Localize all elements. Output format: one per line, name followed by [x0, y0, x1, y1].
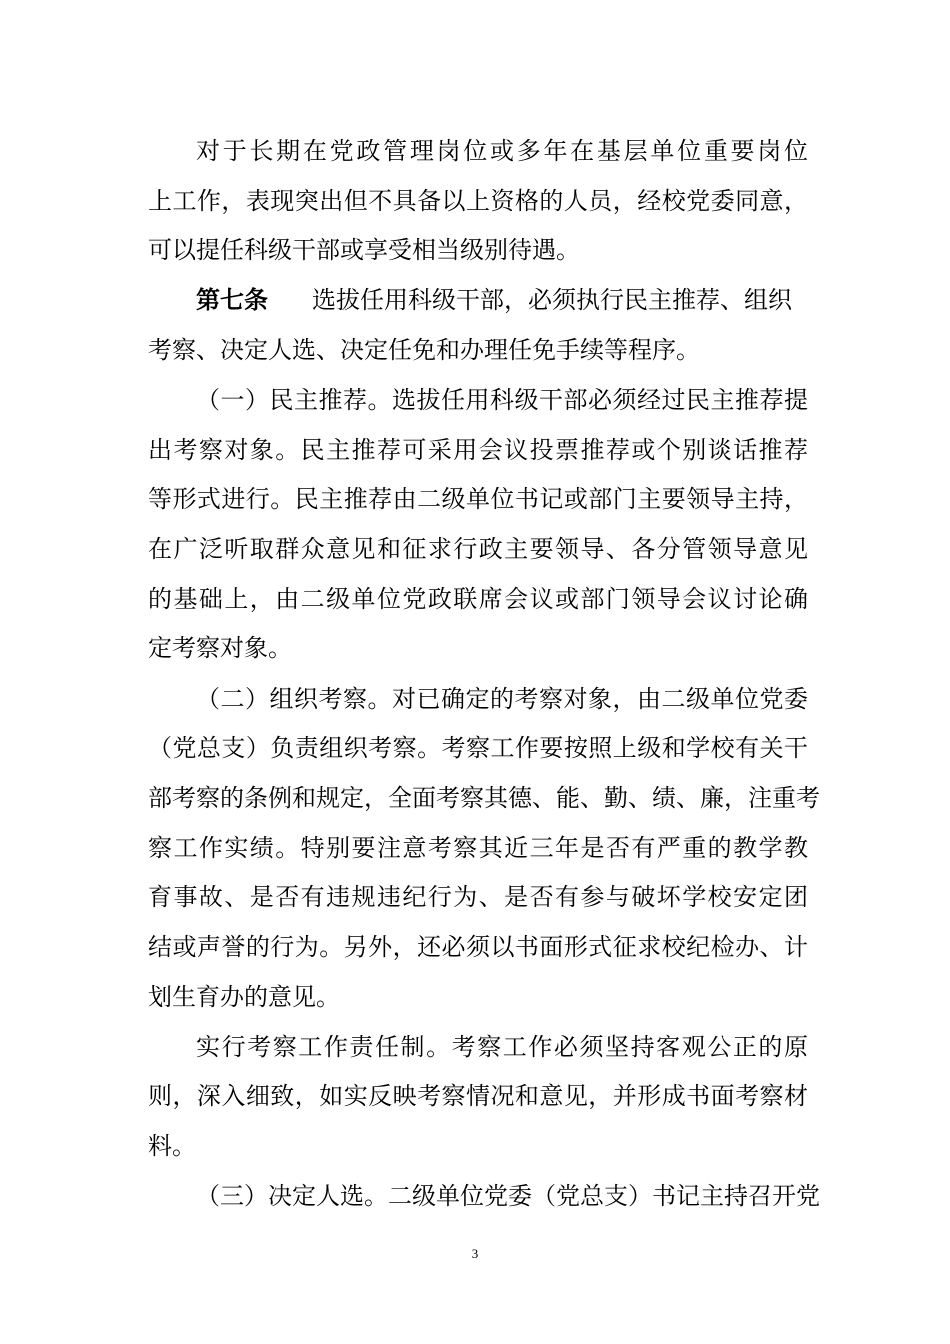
text-line: 等形式进行。民主推荐由二级单位书记或部门主要领导主持， — [148, 485, 808, 513]
page-number: 3 — [471, 1246, 479, 1261]
text-line: 对于长期在党政管理岗位或多年在基层单位重要岗位 — [196, 137, 808, 165]
text-line: （党总支）负责组织考察。考察工作要按照上级和学校有关干 — [148, 734, 808, 762]
text-line: （二）组织考察。对已确定的考察对象，由二级单位党委 — [196, 685, 808, 713]
text-line: 察工作实绩。特别要注意考察其近三年是否有严重的教学教 — [148, 834, 808, 862]
text-line: 则，深入细致，如实反映考察情况和意见，并形成书面考察材 — [148, 1082, 808, 1110]
text-line: 考察、决定人选、决定任免和办理任免手续等程序。 — [148, 336, 700, 364]
text-line: （一）民主推荐。选拔任用科级干部必须经过民主推荐提 — [196, 386, 808, 414]
text-line: 可以提任科级干部或享受相当级别待遇。 — [148, 236, 580, 264]
text-line: 结或声誉的行为。另外，还必须以书面形式征求校纪检办、计 — [148, 933, 808, 961]
article-text: 选拔任用科级干部，必须执行民主推荐、组织 — [312, 286, 792, 314]
text-line: 划生育办的意见。 — [148, 983, 340, 1011]
text-line: 育事故、是否有违规违纪行为、是否有参与破坏学校安定团 — [148, 883, 808, 911]
text-line: 在广泛听取群众意见和征求行政主要领导、各分管领导意见 — [148, 535, 808, 563]
article-label: 第七条 — [196, 285, 268, 314]
text-line: 的基础上，由二级单位党政联席会议或部门领导会议讨论确 — [148, 585, 808, 613]
text-line: 定考察对象。 — [148, 634, 292, 662]
text-line: 出考察对象。民主推荐可采用会议投票推荐或个别谈话推荐 — [148, 436, 808, 464]
text-line: 上工作，表现突出但不具备以上资格的人员，经校党委同意， — [148, 187, 808, 215]
article-seven-line — [196, 280, 808, 320]
text-line: 料。 — [148, 1132, 196, 1160]
text-line: （三）决定人选。二级单位党委（党总支）书记主持召开党 — [196, 1182, 820, 1210]
text-line: 实行考察工作责任制。考察工作必须坚持客观公正的原 — [196, 1033, 808, 1061]
text-line: 部考察的条例和规定，全面考察其德、能、勤、绩、廉，注重考 — [148, 784, 820, 812]
